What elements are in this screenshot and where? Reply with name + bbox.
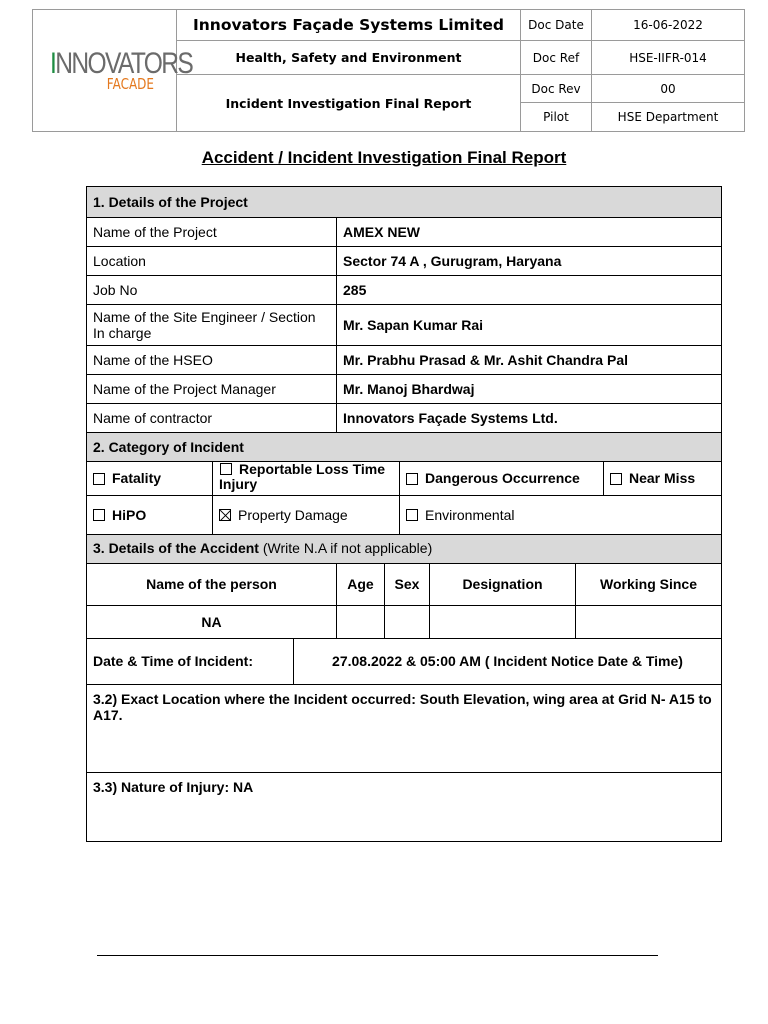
project-value: AMEX NEW [336,218,721,246]
document-header [32,9,745,132]
location-row [87,246,721,275]
col-sex: Sex [384,564,429,605]
col-designation: Designation [429,564,575,605]
signature-line [97,955,658,956]
doc-rev-value: 00 [592,75,745,103]
project-manager-value: Mr. Manoj Bhardwaj [336,375,721,403]
report-name: Incident Investigation Final Report [177,75,521,132]
job-no-row [87,275,721,304]
option-near-miss[interactable]: Near Miss [603,462,721,495]
option-environmental[interactable]: Environmental [399,496,721,534]
hseo-value: Mr. Prabhu Prasad & Mr. Ashit Chandra Pal [336,346,721,374]
report-form [86,186,722,842]
section-accident-heading: 3. Details of the Accident (Write N.A if not applicable) [87,534,721,563]
working-since-value [575,606,721,638]
pilot-value: HSE Department [592,103,745,132]
col-working-since: Working Since [575,564,721,605]
job-no-value: 285 [336,276,721,304]
company-name: Innovators Façade Systems Limited [177,10,521,41]
project-manager-row [87,374,721,403]
option-fatality[interactable]: Fatality [87,462,212,495]
near-miss-checkbox[interactable] [610,473,622,485]
col-person-name: Name of the person [146,576,277,593]
option-dangerous-occurrence[interactable]: Dangerous Occurrence [399,462,603,495]
reportable-lti-checkbox[interactable] [220,463,232,475]
location-value: Sector 74 A , Gurugram, Haryana [336,247,721,275]
logo-cell [33,10,192,132]
section-project-heading: 1. Details of the Project [87,187,721,217]
project-row [87,217,721,246]
site-engineer-row [87,304,721,345]
doc-ref-value: HSE-IIFR-014 [592,41,745,75]
category-row-2 [87,495,721,534]
site-engineer-value: Mr. Sapan Kumar Rai [336,305,721,345]
person-name-value: NA [201,613,222,630]
hseo-row [87,345,721,374]
category-row-1 [87,461,721,495]
doc-date-value: 16-06-2022 [592,10,745,41]
project-label: Name of the Project [93,223,217,240]
designation-value [429,606,575,638]
age-value [336,606,384,638]
contractor-label: Name of contractor [93,409,213,426]
accident-table-header [87,563,721,605]
project-manager-label: Name of the Project Manager [93,380,276,397]
fatality-checkbox[interactable] [93,473,105,485]
doc-rev-label: Doc Rev [521,75,592,103]
property-damage-checkbox[interactable] [219,509,231,521]
report-title: Accident / Incident Investigation Final Report [201,148,567,167]
incident-location-row [87,684,721,772]
environmental-checkbox[interactable] [406,509,418,521]
department-title: Health, Safety and Environment [177,41,521,75]
pilot-label: Pilot [521,103,592,132]
section-category-heading: 2. Category of Incident [87,432,721,461]
option-property-damage[interactable]: Property Damage [212,496,399,534]
site-engineer-label: Name of the Site Engineer / Section In charge [93,308,316,341]
doc-date-label: Doc Date [521,10,592,41]
contractor-row [87,403,721,432]
option-reportable-lti[interactable]: Reportable Loss Time Injury [212,462,399,495]
option-hipo[interactable]: HiPO [87,496,212,534]
sex-value [384,606,429,638]
dangerous-occurrence-checkbox[interactable] [406,473,418,485]
company-logo: INNOVATORS FACADE [49,47,192,93]
incident-datetime-row [87,638,721,684]
nature-of-injury-text: 3.3) Nature of Injury: NA [93,779,254,795]
col-age: Age [336,564,384,605]
location-label: Location [93,252,146,269]
doc-ref-label: Doc Ref [521,41,592,75]
accident-table-row [87,605,721,638]
nature-of-injury-row [87,772,721,841]
hseo-label: Name of the HSEO [93,351,213,368]
hipo-checkbox[interactable] [93,509,105,521]
incident-datetime-value: 27.08.2022 & 05:00 AM ( Incident Notice Date & Time) [293,639,721,684]
incident-location-text: 3.2) Exact Location where the Incident occurred: South Elevation, wing area at Grid N- A15 to A17. [93,691,712,724]
job-no-label: Job No [93,281,138,298]
contractor-value: Innovators Façade Systems Ltd. [336,404,721,432]
incident-datetime-label: Date & Time of Incident: [93,653,253,670]
